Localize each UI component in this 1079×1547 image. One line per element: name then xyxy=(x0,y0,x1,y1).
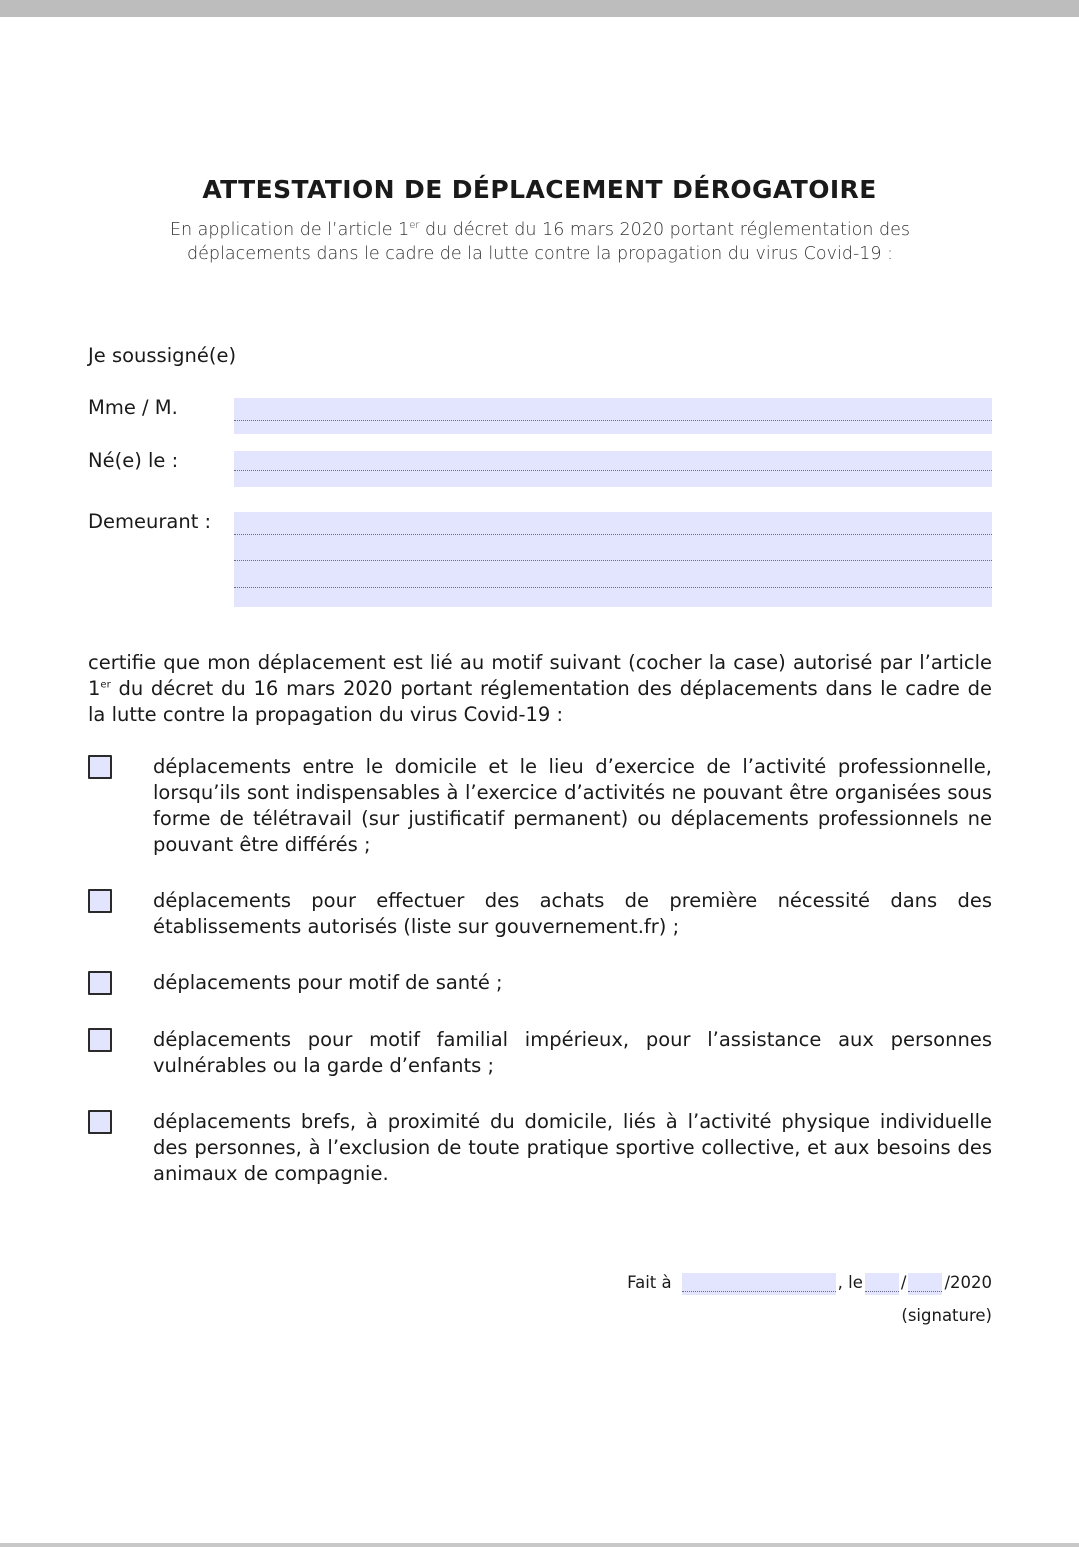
subtitle-text-2: du décret du 16 mars 2020 portant réglementation des xyxy=(419,220,911,240)
address-field[interactable] xyxy=(234,512,992,607)
dotted-line xyxy=(234,470,992,471)
certify-text-1: certifie que mon déplacement est lié au motif suivant (cocher la case) autorisé par l’article 1 xyxy=(88,651,992,700)
certify-sup: er xyxy=(100,679,111,691)
subtitle-sup: er xyxy=(409,220,420,232)
dotted-line xyxy=(865,1291,899,1292)
dotted-line xyxy=(234,587,992,588)
address-label: Demeurant : xyxy=(88,510,212,533)
checkbox-exercise[interactable] xyxy=(88,1110,112,1134)
document-subtitle xyxy=(100,218,980,266)
dotted-line xyxy=(682,1291,836,1292)
dotted-line xyxy=(908,1291,942,1292)
day-field[interactable] xyxy=(865,1273,899,1295)
dotted-line xyxy=(234,534,992,535)
month-field[interactable] xyxy=(908,1273,942,1295)
date-slash: / xyxy=(900,1273,907,1292)
option-work-text: déplacements entre le domicile et le lieu d’exercice de l’activité professionnelle, lorsqu’ils sont indispensables à l’exercice d’activités ne pouvant être organisées sous forme de télétravail (sur justificatif permanent) ou déplacements professionnels ne pouvant être différés ; xyxy=(153,755,992,856)
signature-line xyxy=(627,1271,992,1295)
subtitle-text-3: déplacements dans le cadre de la lutte contre la propagation du virus Covid-19 : xyxy=(187,244,893,264)
birth-label: Né(e) le : xyxy=(88,449,179,472)
signature-label: (signature) xyxy=(901,1306,992,1325)
dotted-line xyxy=(234,420,992,421)
comma-le-label: , le xyxy=(837,1273,863,1292)
intro-label: Je soussigné(e) xyxy=(88,344,237,367)
address-input-1[interactable] xyxy=(240,514,986,536)
year-label: /2020 xyxy=(944,1273,992,1292)
name-field[interactable] xyxy=(234,398,992,434)
name-label: Mme / M. xyxy=(88,396,178,419)
top-bar xyxy=(0,0,1079,17)
checkbox-shopping[interactable] xyxy=(88,889,112,913)
birth-input[interactable] xyxy=(240,455,986,477)
dotted-line xyxy=(234,560,992,561)
certify-paragraph xyxy=(88,650,992,728)
birth-field[interactable] xyxy=(234,451,992,487)
option-family-text: déplacements pour motif familial impérieux, pour l’assistance aux personnes vulnérables ou la garde d’enfants ; xyxy=(153,1028,992,1077)
certify-text-2: du décret du 16 mars 2020 portant réglementation des déplacements dans le cadre de la lutte contre la propagation du virus Covid-19 : xyxy=(88,677,992,726)
option-shopping-text: déplacements pour effectuer des achats de première nécessité dans des établissements autorisés (liste sur gouvernement.fr) ; xyxy=(153,889,992,938)
address-input-3[interactable] xyxy=(240,566,986,588)
option-health-text: déplacements pour motif de santé ; xyxy=(153,971,503,994)
option-exercise-text: déplacements brefs, à proximité du domicile, liés à l’activité physique individuelle des personnes, à l’exclusion de toute pratique sportive collective, et aux besoins des animaux de compagnie. xyxy=(153,1110,992,1185)
subtitle-text-1: En application de l’article 1 xyxy=(169,220,410,240)
place-field[interactable] xyxy=(682,1273,836,1295)
address-input-2[interactable] xyxy=(240,540,986,562)
checkbox-health[interactable] xyxy=(88,971,112,995)
fait-a-label: Fait à xyxy=(627,1273,672,1292)
checkbox-work[interactable] xyxy=(88,755,112,779)
document-title: ATTESTATION DE DÉPLACEMENT DÉROGATOIRE xyxy=(202,175,877,204)
bottom-bar xyxy=(0,1543,1079,1547)
checkbox-family[interactable] xyxy=(88,1028,112,1052)
